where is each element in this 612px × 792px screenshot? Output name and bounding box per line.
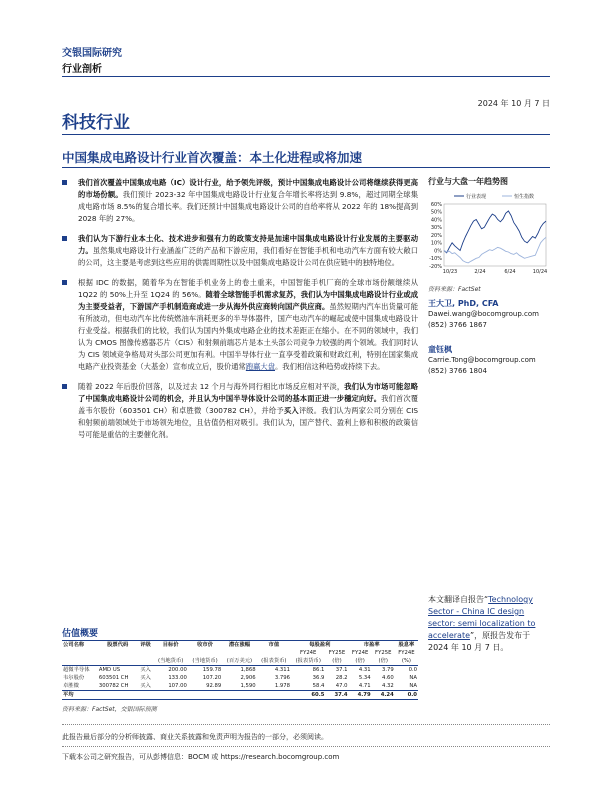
table-cell: 3.796 [274,675,291,681]
bullet-4 [62,381,418,441]
th-div-fy24: FY24E [398,650,415,656]
legend-label: 行业表现 [466,194,487,200]
bullet-3-end: 。我们相信这种趋势或持续下去。 [275,362,385,371]
table-cell: 603501 CH [98,675,129,681]
report-date: 2024 年 10 月 7 日 [477,99,550,108]
valuation-table [62,640,418,700]
note-pre: 本文翻译自报告“ [428,595,489,604]
bullet-3 [62,277,418,373]
table-cell: 92.89 [206,683,222,689]
th-pe-fy25: FY25E [375,650,392,656]
sector-title: 科技行业 [62,113,130,133]
avg-cell: 37.4 [334,692,348,698]
table-cell: 4.31 [358,667,371,673]
title-divider [62,167,550,168]
table-cell: NA [409,683,417,689]
table-cell: 58.4 [312,683,325,689]
bullet-square-icon [62,384,67,389]
bullet-4-intro: 随着 2022 年后股价回落，以及过去 12 个月与海外同行相比市场反应相对平淡， [78,382,345,391]
bullet-2 [62,233,418,269]
footer-divider [62,746,550,747]
x-tick-label: 2/24 [474,269,486,275]
analyst-2-name: 童钰枫 [428,345,452,354]
bullet-4-highlight: 我们认为市场可能忽略了中国集成电路设计公司的机会，并且认为中国半导体设计公司的基本面正进一步穩定向好。 [78,382,419,403]
unit-mktcap: (百万美元) [226,658,253,664]
y-tick-label: 50% [430,209,442,216]
table-cell: 4.60 [382,675,394,681]
analyst-1-phone: (852) 3766 1867 [428,321,487,329]
th-div: 股息率 [398,642,415,648]
outperform-link[interactable]: 跑赢大盘 [245,362,276,371]
bullet-square-icon [62,280,67,285]
y-tick-label: 60% [430,201,442,208]
table-row [62,666,418,675]
valuation-title: 估值概要 [62,629,99,639]
bullet-1-highlight: 我们首次覆盖中国集成电路（IC）设计行业，给予领先评级，预计中国集成电路设计公司将继续获得更高的市场份额。 [78,178,418,199]
analyst-2 [428,344,536,377]
table-cell: 超微半导体 [63,667,90,673]
bullet-4-end: 评级。我们认为两家公司分别在 CIS 和射频前端领域处于市场领先地位，且估值仍相对吸引。我们认为，国产替代、盈利上修和积极的政策信号可能是重估的主要催化剂。 [78,406,418,439]
avg-cell: 60.5 [311,692,325,698]
bullet-4-text: 我们首次覆盖韦尔股份（603501 CH）和卓胜微（300782 CH），并给予 [78,394,419,415]
table-cell: 107.00 [168,683,187,689]
table-cell: 200.00 [168,667,187,673]
table-cell: 1.978 [274,683,291,689]
unit-eps1: (报表货币) [261,658,287,664]
series-line-0 [444,211,546,253]
th-eps-fy25: FY25E [328,650,346,656]
table-cell: AMD US [98,667,121,673]
analyst-1-name: 王大卫, PhD, CFA [428,299,499,308]
th-upside: 潜在涨幅 [228,642,251,648]
th-pe-fy24: FY24E [351,650,369,656]
trend-chart [424,190,550,282]
header-divider [62,76,550,77]
y-tick-label: 40% [430,217,442,224]
unit-pe2: (倍) [355,658,365,664]
table-cell: 86.1 [312,667,325,673]
bullet-3-intro: 根据 IDC 的数据，随着华为在智能手机业务上的卷土重来，中国智能手机厂商的全球市场份额继续从 1Q22 的 50%上升至 1Q24 的 56%。 [78,278,418,299]
table-cell: 买入 [140,667,151,673]
sector-divider [62,134,550,135]
th-ticker: 股票代码 [107,642,129,648]
table-cell: 28.2 [335,675,348,681]
table-cell: 37.1 [335,667,348,673]
buy-rating: 买入 [283,406,299,415]
bullet-square-icon [62,180,67,185]
table-cell: 韦尔股份 [63,675,85,681]
bullet-3-text: 虽然短期内汽车出货量可能有所波动，但电动汽车比传统燃油车消耗更多的半导体器件，国产电动汽车的崛起或使中国集成电路设计行业受益。根据我们的比较，我们认为国内外集成电路企业的技术差距正在缩小。在不同的领域中，我们认为 CMOS 图像传感器芯片（CIS）和射频前端芯片是本土头部公司竞争力较强的两个领域。我们同时认为 CIS 领域竞争格局对头部公司更加有利。中国半导体行业一直享受着政策和财政红利，特别在国家集成电路产业投资基金（大基金）宣布成立后，股价通常 [78,302,418,371]
table-cell: 300782 CH [98,683,129,689]
unit-eps2: (报表货币) [295,658,321,664]
unit-div: (%) [401,658,411,664]
unit-pe1: (倍) [332,658,342,664]
chart-source: 资料来源：FactSet [428,286,481,293]
table-cell: 47.0 [335,683,348,689]
unit-close: (当地货币) [192,658,218,664]
y-tick-label: 30% [430,225,442,232]
y-tick-label: 10% [430,240,442,247]
legend-label: 恒生指数 [514,194,535,200]
th-mktcap: 市值 [268,642,280,648]
table-cell: 4.311 [274,667,291,673]
y-tick-label: -10% [429,256,442,263]
x-tick-label: 10/24 [532,269,548,275]
unit-pe3: (倍) [378,658,388,664]
footer-divider [62,724,550,725]
th-pe: 市盈率 [363,642,380,648]
analyst-1 [428,298,539,331]
bullet-1-text: 我们预计 2023-32 年中国集成电路设计行业复合年增长率将达到 9.8%，超过同期全球集成电路市场 8.5%的复合增长率。我们还预计中国集成电路设计公司的自给率将从 2022 年的 18%提高到 2028 年的 27%。 [78,190,419,223]
table-cell: 1,590 [240,683,256,689]
bullet-2-highlight: 我们认为下游行业本土化、技术进步和强有力的政策支持是加速中国集成电路设计行业发展的主要驱动力。 [78,234,418,255]
table-cell: 买入 [140,683,151,689]
th-target: 目标价 [162,642,179,648]
th-company: 公司名称 [63,642,85,648]
bullet-1 [62,177,418,225]
summary-bullets [62,177,418,449]
brand-name: 交银国际研究 [62,48,122,59]
report-title: 中国集成电路设计行业首次覆盖：本土化进程或将加速 [62,150,363,165]
avg-cell: 4.79 [357,692,371,698]
th-rating: 评级 [140,642,151,648]
table-row [62,682,418,691]
bullet-square-icon [62,236,67,241]
table-cell: 133.00 [168,675,187,681]
footer-disclaimer: 此报告最后部分的分析师披露、商业关系披露和免责声明为报告的一部分，必须阅读。 [62,733,328,741]
analyst-2-phone: (852) 3766 1804 [428,367,487,375]
bullet-3-highlight: 随着全球智能手机需求复苏，我们认为中国集成电路设计行业或成为主要受益者，下游国产手机制造商或进一步从海外供应商转向国产供应商。 [78,290,418,311]
th-close: 收市价 [197,642,213,648]
note-post: ”，原报告发布于 2024 年 10 月 7 日。 [428,631,531,652]
th-eps: 每股盈利 [309,642,331,648]
unit-target: (当地货币) [158,658,184,664]
original-report-link[interactable]: Technology Sector - China IC design sector: semi localization to accelerate [428,595,536,640]
analyst-1-email[interactable]: Dawei.wang@bocomgroup.com [428,310,539,318]
y-tick-label: -20% [429,263,442,270]
translation-note [428,594,552,654]
y-tick-label: 20% [430,232,442,239]
x-tick-label: 6/24 [504,269,516,275]
table-cell: 2,906 [240,675,256,681]
bullet-2-text: 虽然集成电路设计行业涵盖广泛的产品和下游应用，我们看好在智能手机和电动汽车方面有较大敞口的公司，这主要是考虑到这些应用的供需周期性以及中国集成电路设计公司在供应链中的独特地位。 [78,246,419,267]
x-tick-label: 10/23 [442,269,458,275]
table-row [62,674,418,682]
table-cell: 0.0 [408,667,417,673]
analyst-2-email[interactable]: Carrie.Tong@bocomgroup.com [428,356,536,364]
avg-cell: 0.0 [407,692,417,698]
report-type: 行业剖析 [62,64,102,75]
table-cell: 1,868 [240,667,256,673]
table-cell: 4.32 [382,683,394,689]
footer-download[interactable]: 下载本公司之研究报告，可从彭博信息：BOCM 或 https://research.bocomgroup.com [62,753,340,761]
table-cell: 3.79 [382,667,394,673]
table-cell: 5.34 [358,675,371,681]
avg-cell: 4.24 [380,692,394,698]
table-cell: 卓胜微 [63,683,79,689]
table-cell: 159.78 [202,667,222,673]
table-cell: 买入 [140,675,151,681]
table-cell: 36.9 [312,675,325,681]
table-cell: NA [409,675,417,681]
chart-title: 行业与大盘一年趋势图 [428,177,508,186]
table-source: 资料来源：FactSet，交银国际预测 [62,706,157,713]
table-cell: 4.71 [358,683,371,689]
table-cell: 107.20 [202,675,222,681]
y-tick-label: 0% [434,248,442,255]
th-eps-fy24: FY24E [300,650,317,656]
avg-label: 平均 [63,692,74,698]
